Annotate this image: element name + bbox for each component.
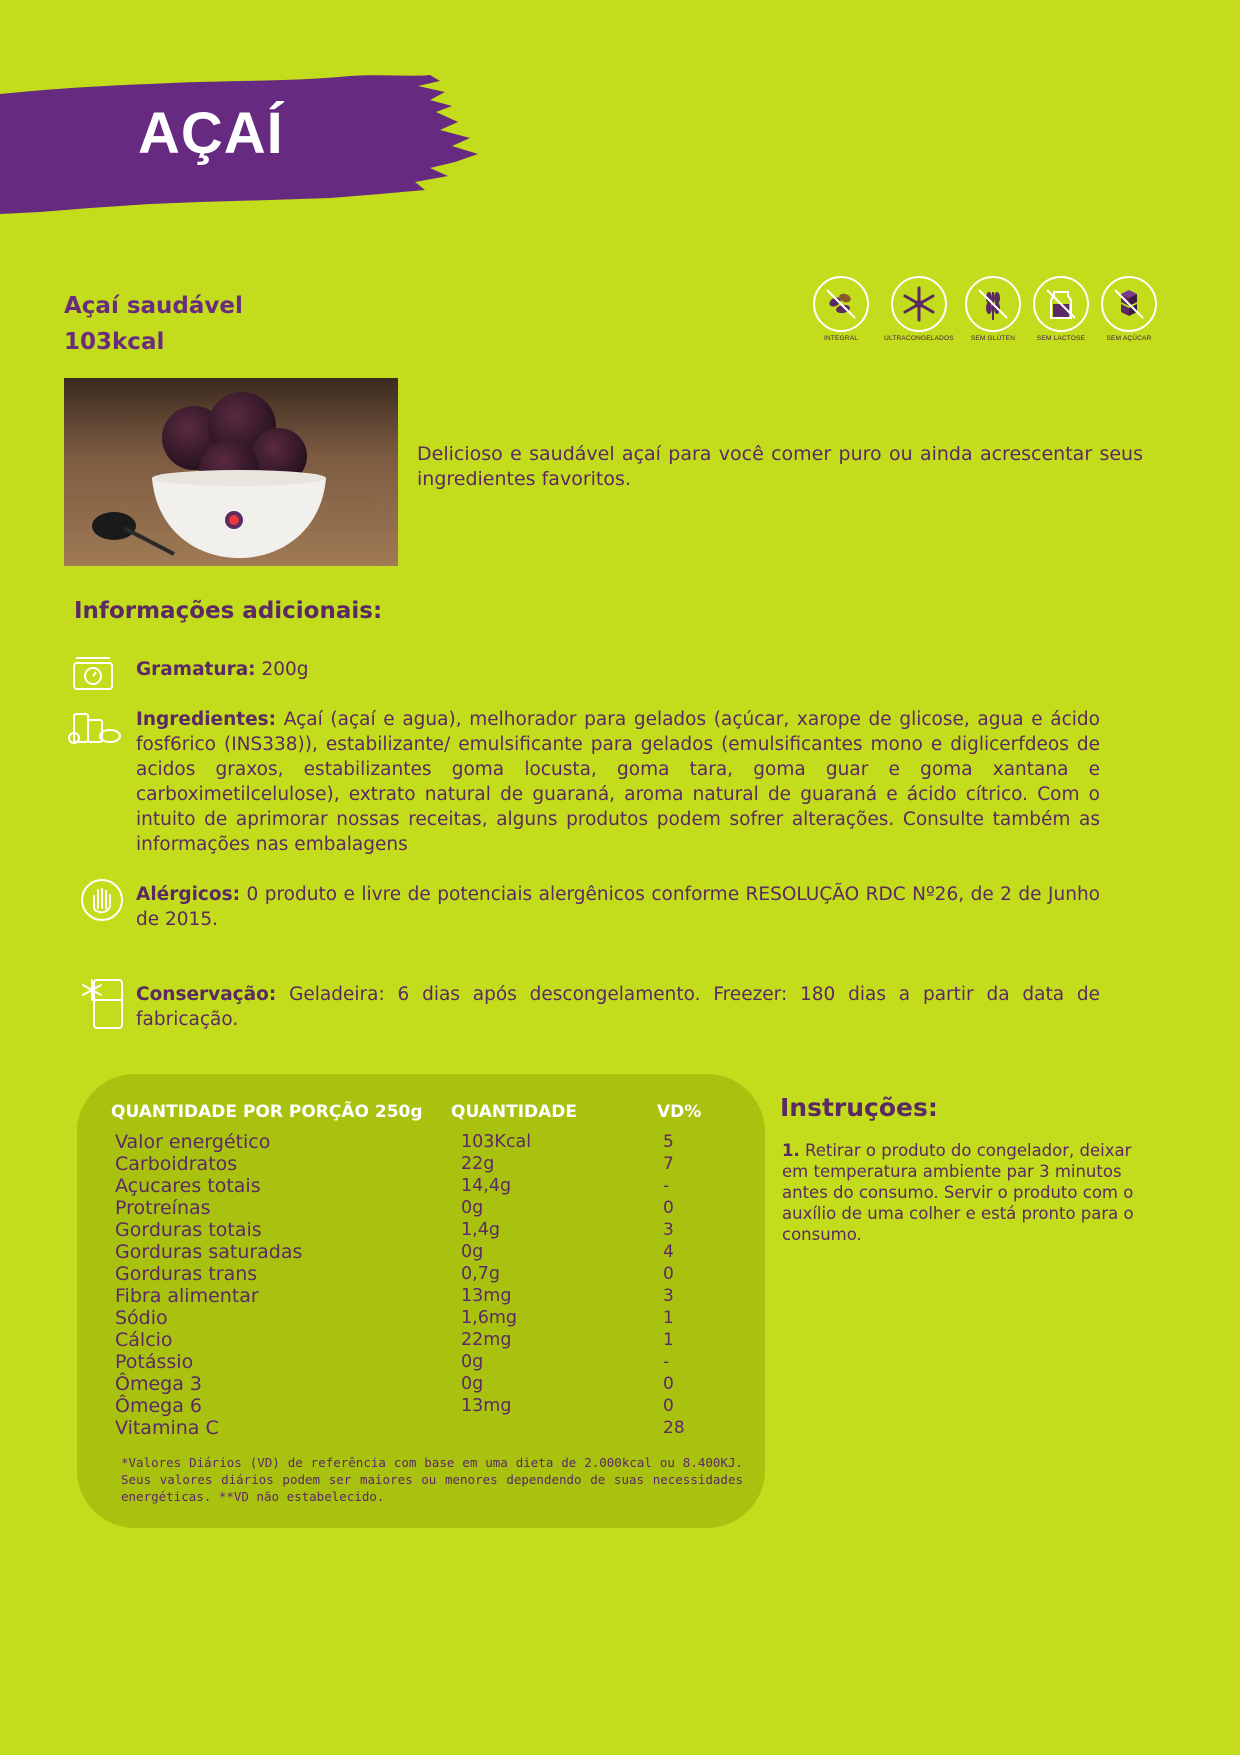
wheat-crossed-icon xyxy=(965,276,1021,332)
product-photo xyxy=(64,378,398,566)
nutrient-vd: - xyxy=(663,1176,670,1196)
nutrient-quantity: 0g xyxy=(461,1242,484,1262)
info-alergicos xyxy=(136,882,1100,932)
nutrient-quantity: 0g xyxy=(461,1374,484,1394)
nutrition-table xyxy=(77,1074,765,1528)
nutrient-name: Ômega 6 xyxy=(115,1395,202,1417)
gramatura-label: Gramatura: xyxy=(136,659,256,680)
nutrient-name: Gorduras totais xyxy=(115,1219,262,1241)
nutrition-quantity-column xyxy=(461,1131,531,1439)
ingredientes-label: Ingredientes: xyxy=(136,709,277,730)
nutrient-quantity: 1,6mg xyxy=(461,1308,517,1328)
ingredientes-value: Açaí (açaí e agua), melhorador para gelados (açúcar, xarope de glicose, agua e ácido fosf6rico (INS338)), estabilizante/ emulsificante para gelados (emulsificantes mono e diglicerfdeos de acidos graxos, estabilizantes goma locusta, goma tara, goma guar e goma xantana e carboximetilcelulose), extrato natural de guaraná, aroma natural de guaraná e ácido cítrico. Com o intuito de aprimorar nossas receitas, alguns produtos podem sofrer alterações. Consulte também as informações nas embalagens xyxy=(136,709,1100,855)
nutrient-vd: 0 xyxy=(663,1198,674,1218)
badge-label: SEM AÇÚCAR xyxy=(1106,335,1152,342)
product-description: Delicioso e saudável açaí para você comer puro ou ainda acrescentar seus ingredientes favoritos. xyxy=(417,443,1143,490)
whole-grain-icon xyxy=(813,276,869,332)
nutrient-name: Açucares totais xyxy=(115,1175,261,1197)
nutrient-name: Valor energético xyxy=(115,1131,271,1153)
nutrient-vd: 4 xyxy=(663,1242,674,1262)
badge-sem-gluten xyxy=(958,276,1028,342)
product-badges xyxy=(806,276,1166,356)
nutrient-name: Carboidratos xyxy=(115,1153,238,1175)
nutrient-name: Gorduras trans xyxy=(115,1263,258,1285)
additional-info-title: Informações adicionais: xyxy=(74,598,383,624)
nutrient-name: Potássio xyxy=(115,1351,194,1373)
step-number: 1. xyxy=(782,1141,800,1160)
badge-integral xyxy=(806,276,876,342)
nutrient-name: Fibra alimentar xyxy=(115,1285,259,1307)
page-title: AÇAÍ xyxy=(138,101,284,166)
nutrient-name: Protreínas xyxy=(115,1197,211,1219)
info-gramatura xyxy=(136,657,1100,682)
instruction-step xyxy=(782,1140,1144,1245)
nutrient-quantity: 0g xyxy=(461,1352,484,1372)
nutrient-vd: 7 xyxy=(663,1154,674,1174)
badge-label: SEM GLÚTEN xyxy=(970,335,1016,342)
nutrient-vd: 5 xyxy=(663,1132,674,1152)
nutrient-quantity: 0g xyxy=(461,1198,484,1218)
nutrient-quantity: 22g xyxy=(461,1154,495,1174)
ingredients-icon xyxy=(68,710,122,746)
nutrient-vd: 3 xyxy=(663,1220,674,1240)
gramatura-value: 200g xyxy=(261,659,309,680)
conservacao-label: Conservação: xyxy=(136,984,277,1005)
nutrient-quantity: 0,7g xyxy=(461,1264,500,1284)
alergicos-value: 0 produto e livre de potenciais alergênicos conforme RESOLUÇÃO RDC Nº26, de 2 de Junho de 2015. xyxy=(136,884,1100,930)
badge-label: SEM LACTOSE xyxy=(1036,335,1086,342)
nutrient-name: Gorduras saturadas xyxy=(115,1241,303,1263)
sugar-cubes-crossed-icon xyxy=(1101,276,1157,332)
nutrition-header-vd: VD% xyxy=(657,1102,702,1122)
allergen-hand-icon xyxy=(80,878,124,922)
nutrient-quantity: 22mg xyxy=(461,1330,512,1350)
nutrition-header-portion: QUANTIDADE POR PORÇÃO 250g xyxy=(111,1102,423,1122)
scale-icon xyxy=(72,655,114,691)
nutrient-name: Vitamina C xyxy=(115,1417,219,1439)
product-heading xyxy=(64,288,243,360)
step-text: Retirar o produto do congelador, deixar em temperatura ambiente par 3 minutos antes do consumo. Servir o produto com o auxílio de uma colher e está pronto para o consumo. xyxy=(782,1141,1134,1244)
nutrient-quantity xyxy=(461,1417,531,1439)
nutrient-vd: 0 xyxy=(663,1396,674,1416)
badge-label: ULTRACONGELADOS xyxy=(884,335,954,342)
nutrient-quantity: 103Kcal xyxy=(461,1132,532,1152)
badge-sem-acucar xyxy=(1094,276,1164,342)
nutrient-name: Ômega 3 xyxy=(115,1373,202,1395)
nutrition-vd-column xyxy=(663,1131,685,1439)
nutrient-vd: 0 xyxy=(663,1264,674,1284)
milk-carton-crossed-icon xyxy=(1033,276,1089,332)
nutrient-vd: 3 xyxy=(663,1286,674,1306)
nutrient-vd: - xyxy=(663,1352,670,1372)
info-conservacao xyxy=(136,982,1100,1032)
nutrient-quantity: 14,4g xyxy=(461,1176,512,1196)
nutrient-quantity: 13mg xyxy=(461,1396,512,1416)
nutrient-vd: 1 xyxy=(663,1330,674,1350)
product-kcal: 103kcal xyxy=(64,329,165,355)
fridge-snowflake-icon xyxy=(78,976,126,1032)
badge-sem-lactose xyxy=(1026,276,1096,342)
nutrition-header-quantity: QUANTIDADE xyxy=(451,1102,578,1122)
nutrient-name: Cálcio xyxy=(115,1329,173,1351)
badge-ultracongelados xyxy=(884,276,954,342)
badge-label: INTEGRAL xyxy=(823,335,859,342)
nutrient-name: Sódio xyxy=(115,1307,168,1329)
instructions-title: Instruções: xyxy=(780,1093,938,1122)
nutrient-vd: 28 xyxy=(663,1418,685,1438)
product-name: Açaí saudável xyxy=(64,293,243,319)
nutrient-vd: 0 xyxy=(663,1374,674,1394)
nutrition-footnote: *Valores Diários (VD) de referência com base em uma dieta de 2.000kcal ou 8.400KJ. Seus valores diários podem ser maiores ou menores dependendo de suas necessidades energéticas. **VD não estabelecido. xyxy=(121,1455,743,1504)
alergicos-label: Alérgicos: xyxy=(136,884,240,905)
snowflake-icon xyxy=(891,276,947,332)
nutrition-nutrient-column xyxy=(115,1131,302,1439)
nutrient-quantity: 13mg xyxy=(461,1286,512,1306)
conservacao-value: Geladeira: 6 dias após descongelamento. Freezer: 180 dias a partir da data de fabricação. xyxy=(136,984,1100,1030)
nutrient-quantity: 1,4g xyxy=(461,1220,500,1240)
nutrient-vd: 1 xyxy=(663,1308,674,1328)
info-ingredientes xyxy=(136,707,1100,857)
